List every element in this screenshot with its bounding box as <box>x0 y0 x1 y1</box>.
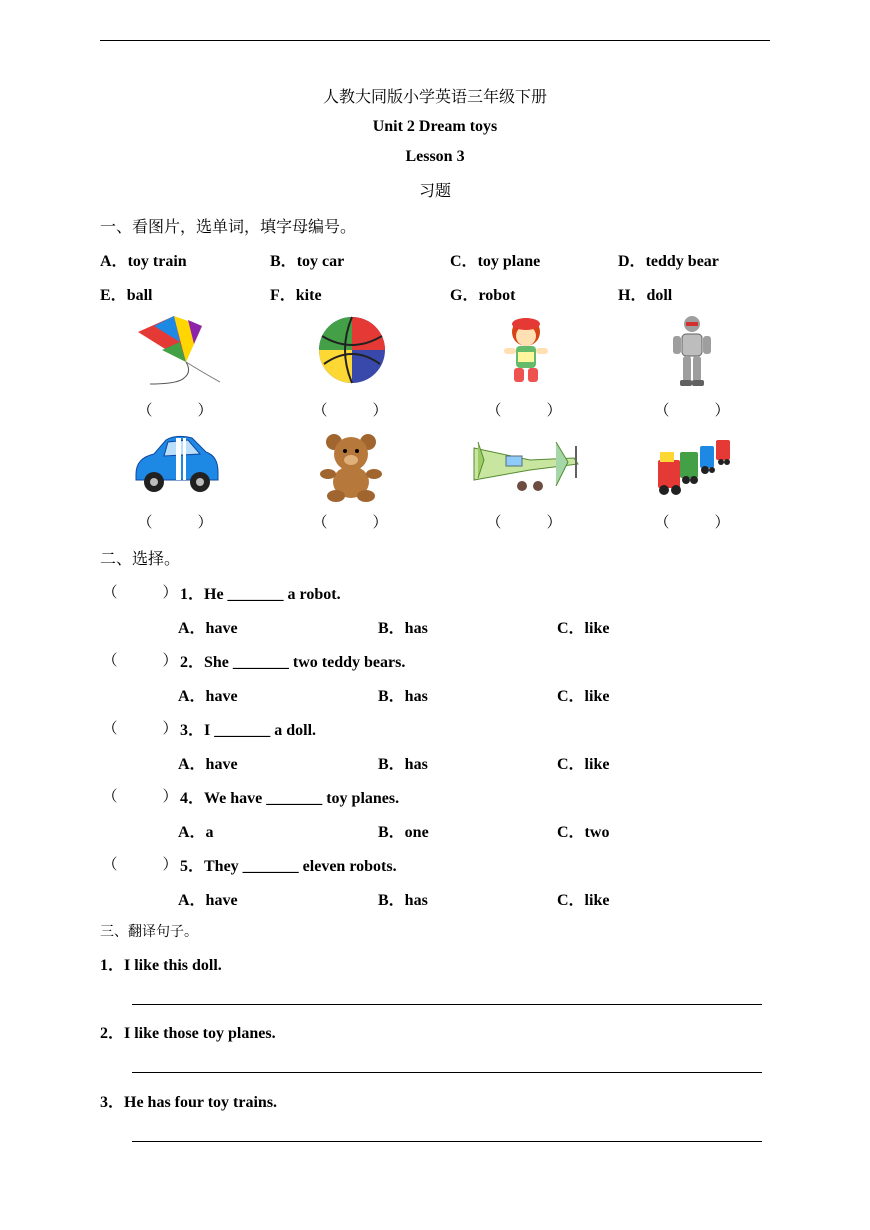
question-5: 5．They _______ eleven robots. <box>180 858 397 875</box>
robot-picture <box>670 314 714 388</box>
answer-blank-1[interactable]: （ ） <box>137 401 213 419</box>
teddy-bear-picture <box>316 432 386 502</box>
section1-heading: 一、看图片，选单词，填字母编号。 <box>100 217 357 236</box>
option-g: G．robot <box>450 287 516 304</box>
sentence-2: 2．I like those toy planes. <box>100 1025 276 1042</box>
q4-option-c: C．two <box>557 824 610 841</box>
q3-option-b: B．has <box>378 756 428 773</box>
question-1: 1．He _______ a robot. <box>180 586 341 603</box>
option-b: B．toy car <box>270 253 345 270</box>
q2-option-b: B．has <box>378 688 428 705</box>
choice-blank-4[interactable]: （ ） <box>102 787 178 805</box>
option-h: H．doll <box>618 287 673 304</box>
q1-option-b: B．has <box>378 620 428 637</box>
q3-option-c: C．like <box>557 756 610 773</box>
answer-blank-3[interactable]: （ ） <box>486 401 562 419</box>
question-2: 2．She _______ two teddy bears. <box>180 654 406 671</box>
sentence-3: 3．He has four toy trains. <box>100 1094 278 1111</box>
answer-blank-7[interactable]: （ ） <box>486 513 562 531</box>
doll-picture <box>494 314 558 386</box>
question-3: 3．I _______ a doll. <box>180 722 317 739</box>
answer-blank-6[interactable]: （ ） <box>312 513 388 531</box>
ball-picture <box>316 314 388 386</box>
option-f: F．kite <box>270 287 322 304</box>
toy-car-picture <box>130 430 222 500</box>
q1-option-c: C．like <box>557 620 610 637</box>
q5-option-c: C．like <box>557 892 610 909</box>
answer-blank-2[interactable]: （ ） <box>312 401 388 419</box>
toy-plane-picture <box>470 436 582 494</box>
section2-heading: 二、选择。 <box>100 549 181 568</box>
unit-title: Unit 2 Dream toys <box>372 118 498 135</box>
q5-option-a: A．have <box>178 892 238 909</box>
kite-picture <box>132 314 222 386</box>
question-4: 4．We have _______ toy planes. <box>180 790 400 807</box>
answer-blank-4[interactable]: （ ） <box>654 401 730 419</box>
q5-option-b: B．has <box>378 892 428 909</box>
exercise-subtitle: 习题 <box>418 181 451 200</box>
translation-line-1[interactable] <box>132 1004 762 1005</box>
document-title: 人教大同版小学英语三年级下册 <box>322 87 547 106</box>
choice-blank-3[interactable]: （ ） <box>102 719 178 737</box>
q4-option-a: A．a <box>178 824 214 841</box>
sentence-1: 1．I like this doll. <box>100 957 222 974</box>
choice-blank-2[interactable]: （ ） <box>102 651 178 669</box>
q4-option-b: B．one <box>378 824 429 841</box>
option-c: C．toy plane <box>450 253 541 270</box>
toy-train-picture <box>654 434 734 498</box>
translation-line-2[interactable] <box>132 1072 762 1073</box>
q1-option-a: A．have <box>178 620 238 637</box>
q2-option-a: A．have <box>178 688 238 705</box>
option-a: A．toy train <box>100 253 187 270</box>
choice-blank-5[interactable]: （ ） <box>102 855 178 873</box>
top-rule <box>100 40 770 41</box>
option-e: E．ball <box>100 287 153 304</box>
lesson-title: Lesson 3 <box>405 148 465 165</box>
q2-option-c: C．like <box>557 688 610 705</box>
answer-blank-5[interactable]: （ ） <box>137 513 213 531</box>
answer-blank-8[interactable]: （ ） <box>654 513 730 531</box>
section3-heading: 三、翻译句子。 <box>100 924 198 940</box>
choice-blank-1[interactable]: （ ） <box>102 583 178 601</box>
option-d: D．teddy bear <box>618 253 719 270</box>
translation-line-3[interactable] <box>132 1141 762 1142</box>
q3-option-a: A．have <box>178 756 238 773</box>
